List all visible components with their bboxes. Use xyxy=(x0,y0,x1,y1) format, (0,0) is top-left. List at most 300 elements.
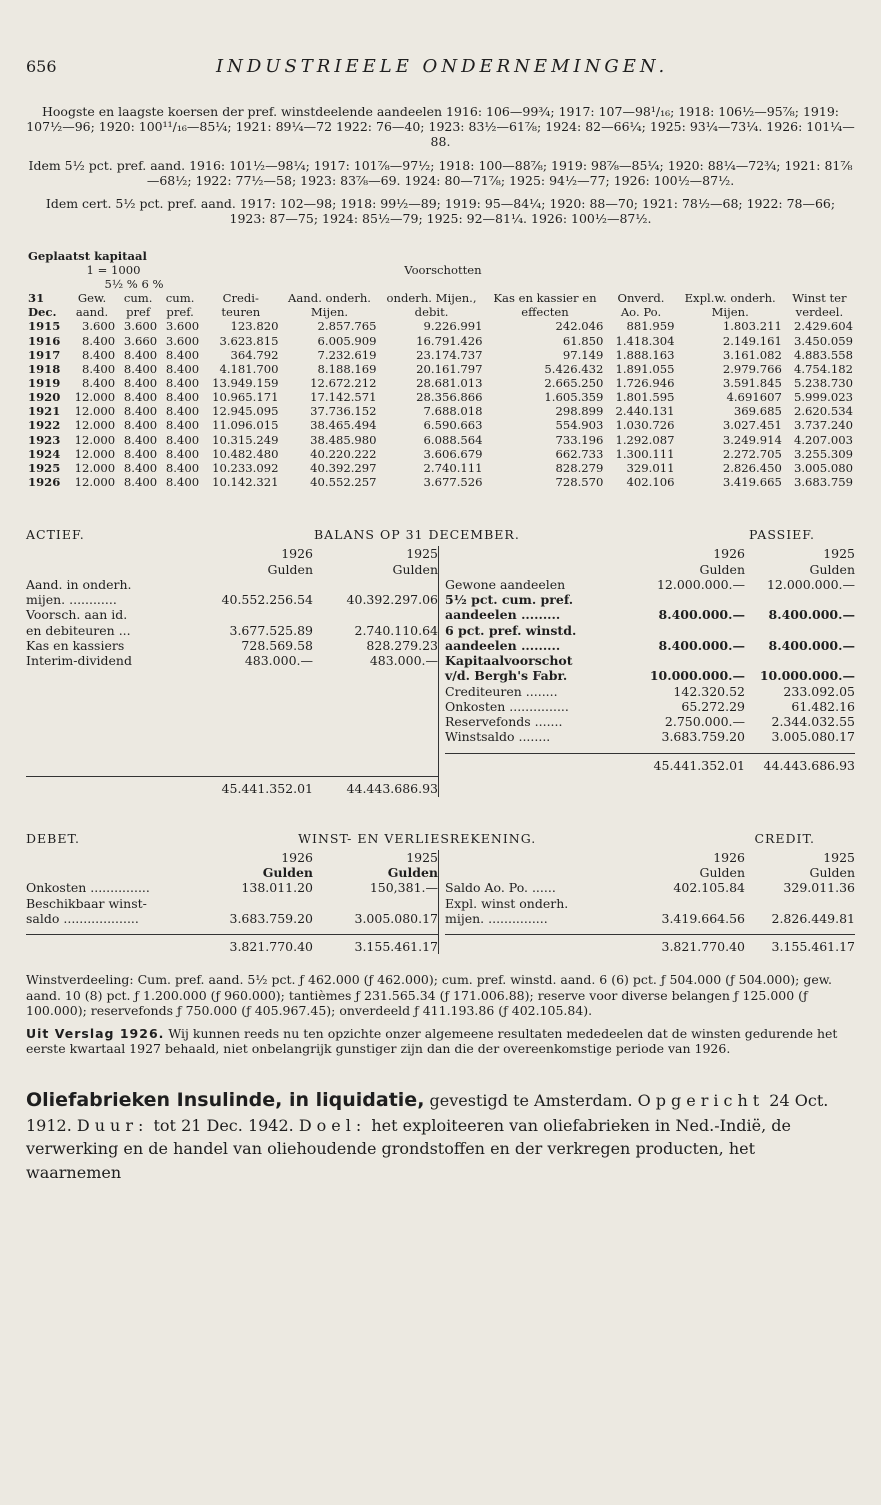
column-header: pref. xyxy=(166,305,194,320)
table-cell: 10.142.321 xyxy=(212,474,279,489)
table-cell: 8.400 xyxy=(123,474,158,489)
table-cell: 3.255.309 xyxy=(793,446,853,461)
table-cell: 242.046 xyxy=(555,319,604,334)
table-cell: 8.188.169 xyxy=(317,361,377,376)
table-cell: 662.733 xyxy=(555,446,604,461)
table-cell: 3.660 xyxy=(123,333,158,348)
row-year: 1925 xyxy=(28,460,61,475)
table-cell: 4.883.558 xyxy=(793,347,853,362)
table-cell: 329.011 xyxy=(626,460,675,475)
table-cell: 8.400 xyxy=(165,390,200,405)
column-header: Dec. xyxy=(28,305,57,320)
table-cell: 1.888.163 xyxy=(615,347,675,362)
price-paragraph: Idem 5½ pct. pref. aand. 1916: 101½—98¼; 1917: 101⅞—97½; 1918: 100—88⅞; 1919: 98⅞—85¼; 1920: 88¼—72¾; 1921: 81⅞—68½; 1922: 77½—58; 1923: 83⅞—69. 1924: 80—71⅞; 1925: 94½—77; 1926: 100½—87½. xyxy=(28,157,853,188)
table-cell: 3.249.914 xyxy=(722,432,782,447)
table-cell: 10.315.249 xyxy=(212,432,279,447)
table-cell: 1.605.359 xyxy=(544,390,604,405)
table-cell: 8.400 xyxy=(165,375,200,390)
list-item xyxy=(445,714,855,729)
list-item xyxy=(445,684,855,699)
table-cell: 2.272.705 xyxy=(722,446,782,461)
item-value: 8.400.000.— xyxy=(768,607,855,623)
column-header: Winst ter xyxy=(792,291,847,306)
list-item xyxy=(445,577,855,592)
list-item xyxy=(445,911,855,926)
table-cell: 8.400 xyxy=(123,432,158,447)
purpose-value: het exploiteeren van oliefabrieken in Ned.-Indië, de verwerking en de handel van oliehoudende grondstoffen en der verkregen producten, het waarnemen xyxy=(26,1116,791,1182)
page-number: 656 xyxy=(26,57,57,76)
item-value: 828.279.23 xyxy=(366,637,438,653)
table-cell: 3.600 xyxy=(165,319,200,334)
item-label: en debiteuren ... xyxy=(26,622,131,638)
unit-label: Gulden xyxy=(392,561,438,577)
row-year: 1916 xyxy=(28,333,61,348)
item-value: 2.750.000.— xyxy=(664,714,745,730)
item-value: 329.011.36 xyxy=(783,880,855,896)
table-cell: 37.736.152 xyxy=(310,404,377,419)
list-item xyxy=(445,668,855,683)
table-cell: 20.161.797 xyxy=(416,361,483,376)
column-header: Mijen. xyxy=(711,305,749,320)
table-cell: 2.440.131 xyxy=(615,404,675,419)
table-row xyxy=(26,461,855,475)
table-cell: 3.005.080 xyxy=(793,460,853,475)
item-value: 10.000.000.— xyxy=(649,668,745,684)
table-cell: 40.220.222 xyxy=(310,446,377,461)
table-cell: 6.088.564 xyxy=(423,432,483,447)
capital-table-body xyxy=(26,319,855,489)
table-cell: 828.279 xyxy=(555,460,604,475)
table-cell: 12.945.095 xyxy=(212,404,279,419)
duration-label: Duur: xyxy=(76,1116,149,1136)
table-cell: 1.300.111 xyxy=(615,446,675,461)
list-item xyxy=(26,653,438,668)
table-cell: 2.149.161 xyxy=(722,333,782,348)
table-cell: 881.959 xyxy=(626,319,675,334)
table-cell: 12.000 xyxy=(74,432,116,447)
total-value: 3.821.770.40 xyxy=(229,939,313,955)
column-header: effecten xyxy=(521,305,569,320)
year-label: 1925 xyxy=(823,546,855,562)
table-cell: 8.400 xyxy=(123,361,158,376)
item-value: 10.000.000.— xyxy=(759,668,855,684)
liabilities-heading: PASSIEF. xyxy=(749,527,815,543)
table-cell: 3.737.240 xyxy=(793,418,853,433)
table-cell: 8.400 xyxy=(165,446,200,461)
table-cell: 11.096.015 xyxy=(212,418,279,433)
table-cell: 7.232.619 xyxy=(317,347,377,362)
item-value: 12.000.000.— xyxy=(656,576,745,592)
list-item xyxy=(445,896,855,911)
report-label: Uit Verslag 1926. xyxy=(26,1026,165,1042)
row-year: 1917 xyxy=(28,347,61,362)
row-year: 1918 xyxy=(28,361,61,376)
table-cell: 4.181.700 xyxy=(219,361,279,376)
table-row xyxy=(26,418,855,432)
table-cell: 1.030.726 xyxy=(615,418,675,433)
item-value: 65.272.29 xyxy=(681,698,745,714)
unit-label: Gulden xyxy=(262,865,313,881)
table-cell: 8.400 xyxy=(123,418,158,433)
table-cell: 8.400 xyxy=(123,347,158,362)
column-header: Aand. onderh. xyxy=(288,291,371,306)
table-cell: 3.600 xyxy=(81,319,116,334)
table-cell: 2.620.534 xyxy=(793,404,853,419)
column-header-row xyxy=(26,305,855,319)
item-value: 3.005.080.17 xyxy=(354,910,438,926)
unit-label: Gulden xyxy=(699,865,745,881)
list-item xyxy=(26,911,438,926)
row-year: 1921 xyxy=(28,404,61,419)
list-item xyxy=(26,623,438,638)
year-label: 1926 xyxy=(281,546,313,562)
total-value: 44.443.686.93 xyxy=(763,757,855,773)
price-paragraph: Hoogste en laagste koersen der pref. winstdeelende aandeelen 1916: 106—99¾; 1917: 107—98¹/₁₆; 1918: 106½—95⅞; 1919: 107½—96; 1920: 100¹¹/₁₆—85¼; 1921: 89¼—72 1922: 76—40; 1923: 83½—61⅞; 1924: 82—66¼; 1925: 93¼—73¼. 1926: 101¼—88. xyxy=(26,103,855,150)
table-cell: 40.552.257 xyxy=(310,474,377,489)
table-cell: 2.665.250 xyxy=(544,375,604,390)
list-item xyxy=(445,592,855,607)
pl-title: WINST- EN VERLIESREKENING. xyxy=(298,830,537,846)
table-cell: 123.820 xyxy=(230,319,279,334)
list-item xyxy=(445,653,855,668)
unit-label: Gulden xyxy=(267,561,313,577)
list-item xyxy=(445,607,855,622)
table-cell: 3.623.815 xyxy=(219,333,279,348)
table-cell: 4.754.182 xyxy=(793,361,853,376)
table-cell: 10.482.480 xyxy=(212,446,279,461)
table-cell: 5.999.023 xyxy=(793,390,853,405)
item-value: 12.000.000.— xyxy=(766,576,855,592)
pl-heading xyxy=(26,831,855,846)
capital-table xyxy=(26,249,855,489)
table-cell: 8.400 xyxy=(123,375,158,390)
item-value: 138.011.20 xyxy=(241,880,313,896)
item-value: 61.482.16 xyxy=(791,698,855,714)
item-label: aandeelen ......... xyxy=(445,637,561,653)
liabilities-column xyxy=(439,546,855,796)
column-header: Gew. xyxy=(77,291,107,306)
total-value: 45.441.352.01 xyxy=(221,781,313,797)
column-header: Ao. Po. xyxy=(620,305,662,320)
company-name: Oliefabrieken Insulinde, in liquidatie, xyxy=(26,1088,425,1111)
item-label: Kapitaalvoorschot xyxy=(445,653,573,669)
item-label: Crediteuren ........ xyxy=(445,683,558,699)
item-label: Interim-dividend xyxy=(26,653,132,669)
list-item xyxy=(26,880,438,895)
column-header: cum. xyxy=(123,291,153,306)
table-cell: 12.000 xyxy=(74,418,116,433)
table-cell: 2.857.765 xyxy=(317,319,377,334)
table-cell: 3.677.526 xyxy=(423,474,483,489)
table-cell: 9.226.991 xyxy=(423,319,483,334)
column-header: Credi- xyxy=(222,291,259,306)
table-row xyxy=(26,348,855,362)
price-history xyxy=(26,104,855,227)
item-label: 6 pct. pref. winstd. xyxy=(445,622,577,638)
capital-table-head xyxy=(26,249,855,320)
table-cell: 8.400 xyxy=(81,333,116,348)
item-value: 483.000.— xyxy=(369,653,438,669)
table-cell: 3.600 xyxy=(123,319,158,334)
unit-label: Gulden xyxy=(809,865,855,881)
column-header: cum. xyxy=(165,291,195,306)
row-year: 1924 xyxy=(28,446,61,461)
list-item xyxy=(445,638,855,653)
company-entry xyxy=(26,1087,855,1184)
table-cell: 3.419.665 xyxy=(722,474,782,489)
item-value: 233.092.05 xyxy=(783,683,855,699)
table-cell: 38.485.980 xyxy=(310,432,377,447)
table-cell: 8.400 xyxy=(165,418,200,433)
table-cell: 3.606.679 xyxy=(423,446,483,461)
assets-list xyxy=(26,577,438,669)
column-header: aand. xyxy=(75,305,109,320)
duration-value: tot 21 Dec. 1942. xyxy=(153,1116,294,1136)
debit-column xyxy=(26,850,439,955)
balance-title: BALANS OP 31 DECEMBER. xyxy=(313,527,520,543)
item-value: 3.005.080.17 xyxy=(771,729,855,745)
table-cell: 298.899 xyxy=(555,404,604,419)
row-year: 1915 xyxy=(28,319,61,334)
column-header: debit. xyxy=(414,305,449,320)
total-value: 45.441.352.01 xyxy=(653,757,745,773)
list-item xyxy=(445,623,855,638)
table-cell: 97.149 xyxy=(562,347,604,362)
balance-heading xyxy=(26,527,855,542)
year-label: 1925 xyxy=(406,849,438,865)
table-cell: 12.672.212 xyxy=(310,375,377,390)
table-cell: 38.465.494 xyxy=(310,418,377,433)
table-row xyxy=(26,334,855,348)
unit-label: Gulden xyxy=(387,865,438,881)
item-value: 3.419.664.56 xyxy=(661,910,745,926)
table-row xyxy=(26,447,855,461)
column-header-row xyxy=(26,291,855,305)
table-cell: 8.400 xyxy=(165,432,200,447)
table-cell: 3.600 xyxy=(165,333,200,348)
column-header: pref xyxy=(126,305,151,320)
row-year: 1920 xyxy=(28,390,61,405)
purpose-label: Doel: xyxy=(298,1116,367,1136)
capital-table-section xyxy=(26,249,855,489)
table-cell: 2.979.766 xyxy=(722,361,782,376)
table-cell: 8.400 xyxy=(165,474,200,489)
year-label: 1926 xyxy=(713,849,745,865)
balance-sheet xyxy=(26,527,855,797)
item-value: 2.740.110.64 xyxy=(354,622,438,638)
item-value: 3.677.525.89 xyxy=(229,622,313,638)
page-header xyxy=(26,0,855,78)
year-label: 1926 xyxy=(281,849,313,865)
column-header: 31 xyxy=(28,291,45,306)
table-cell: 7.688.018 xyxy=(423,404,483,419)
table-cell: 3.027.451 xyxy=(722,418,782,433)
table-cell: 8.400 xyxy=(81,347,116,362)
table-cell: 364.792 xyxy=(230,347,279,362)
item-label: Saldo Ao. Po. ...... xyxy=(445,880,556,896)
credit-list xyxy=(445,880,855,926)
item-value: 2.344.032.55 xyxy=(771,714,855,730)
item-label: saldo ................... xyxy=(26,910,139,926)
table-cell: 2.429.604 xyxy=(793,319,853,334)
table-cell: 554.903 xyxy=(555,418,604,433)
table-cell: 1.726.946 xyxy=(615,375,675,390)
list-item xyxy=(26,577,438,592)
item-value: 483.000.— xyxy=(244,653,313,669)
table-cell: 61.850 xyxy=(562,333,604,348)
assets-heading: ACTIEF. xyxy=(26,527,85,543)
list-item xyxy=(445,880,855,895)
table-cell: 6.005.909 xyxy=(317,333,377,348)
column-header: onderh. Mijen., xyxy=(386,291,477,306)
item-label: aandeelen ......... xyxy=(445,607,561,623)
table-cell: 16.791.426 xyxy=(416,333,483,348)
table-row xyxy=(26,376,855,390)
list-item xyxy=(26,607,438,622)
item-label: Onkosten ............... xyxy=(445,698,569,714)
table-cell: 1.803.211 xyxy=(722,319,782,334)
item-value: 40.392.297.06 xyxy=(346,592,438,608)
item-label: mijen. ............ xyxy=(26,592,117,608)
column-header: Onverd. xyxy=(617,291,665,306)
row-year: 1919 xyxy=(28,375,61,390)
item-label: Expl. winst onderh. xyxy=(445,895,569,911)
table-cell: 5.238.730 xyxy=(793,375,853,390)
table-cell: 5.426.432 xyxy=(544,361,604,376)
row-year: 1922 xyxy=(28,418,61,433)
table-cell: 12.000 xyxy=(74,460,116,475)
table-cell: 8.400 xyxy=(165,361,200,376)
table-cell: 12.000 xyxy=(74,404,116,419)
unit-label: Gulden xyxy=(809,561,855,577)
item-value: 3.683.759.20 xyxy=(661,729,745,745)
table-row xyxy=(26,362,855,376)
table-row xyxy=(26,475,855,489)
table-cell: 28.356.866 xyxy=(416,390,483,405)
item-label: Onkosten ............... xyxy=(26,880,150,896)
table-row xyxy=(26,319,855,333)
total-value: 3.155.461.17 xyxy=(771,939,855,955)
table-cell: 3.450.059 xyxy=(793,333,853,348)
pct-header: 5½ % 6 % xyxy=(104,276,164,291)
table-row xyxy=(26,404,855,418)
table-cell: 8.400 xyxy=(123,460,158,475)
profit-distribution: Winstverdeeling: Cum. pref. aand. 5½ pct. ƒ 462.000 (ƒ 462.000); cum. pref. winstd. aand. 6 (6) pct. ƒ 504.000 (ƒ 504.000); gew. aand. 10 (8) pct. ƒ 1.200.000 (ƒ 960.000); tantièmes ƒ 231.565.34 (ƒ 171.006.88); reserve voor diverse belangen ƒ 125.000 (ƒ 100.000); reservefonds ƒ 750.000 (ƒ 405.967.45); onverdeeld ƒ 411.193.86 (ƒ 402.105.84). xyxy=(26,972,832,1018)
table-cell: 10.965.171 xyxy=(212,390,279,405)
list-item xyxy=(26,592,438,607)
table-cell: 8.400 xyxy=(123,390,158,405)
profit-distribution-section xyxy=(26,972,855,1056)
item-label: Reservefonds ....... xyxy=(445,714,563,730)
row-year: 1923 xyxy=(28,432,61,447)
capital-title: Geplaatst kapitaal xyxy=(28,248,147,263)
liabilities-list xyxy=(445,577,855,745)
item-label: v/d. Bergh's Fabr. xyxy=(445,668,568,684)
item-value: 2.826.449.81 xyxy=(771,910,855,926)
advances-header: Voorschotten xyxy=(404,262,482,277)
item-label: Kas en kassiers xyxy=(26,637,125,653)
item-value: 150,381.— xyxy=(369,880,438,896)
report-text: Wij kunnen reeds nu ten opzichte onzer algemeene resultaten mededeelen dat de winsten gedurende het eerste kwartaal 1927 behaald, niet onbelangrijk gunstiger zijn dan die der overeenkomstige periode van 1926. xyxy=(26,1026,838,1057)
table-cell: 3.683.759 xyxy=(793,474,853,489)
table-cell: 8.400 xyxy=(123,446,158,461)
table-cell: 8.400 xyxy=(165,460,200,475)
table-cell: 2.826.450 xyxy=(722,460,782,475)
company-seat: gevestigd te Amsterdam. xyxy=(429,1090,633,1110)
item-value: 40.552.256.54 xyxy=(221,592,313,608)
table-cell: 402.106 xyxy=(626,474,675,489)
table-cell: 733.196 xyxy=(555,432,604,447)
column-header: teuren xyxy=(221,305,261,320)
unit-label: Gulden xyxy=(699,561,745,577)
item-value: 728.569.58 xyxy=(241,637,313,653)
column-header: Mijen. xyxy=(310,305,349,320)
item-value: 8.400.000.— xyxy=(658,607,745,623)
table-cell: 10.233.092 xyxy=(212,460,279,475)
credit-column xyxy=(439,850,855,955)
item-label: Gewone aandeelen xyxy=(445,576,566,592)
table-cell: 12.000 xyxy=(74,474,116,489)
table-cell: 8.400 xyxy=(123,404,158,419)
column-header: Kas en kassier en xyxy=(493,291,597,306)
item-label: mijen. ............... xyxy=(445,910,548,926)
page-title: INDUSTRIEELE ONDERNEMINGEN. xyxy=(216,56,669,77)
table-cell: 3.591.845 xyxy=(722,375,782,390)
item-value: 402.105.84 xyxy=(673,880,745,896)
debit-heading: DEBET. xyxy=(26,830,80,846)
table-cell: 369.685 xyxy=(733,404,782,419)
table-cell: 1.418.304 xyxy=(615,333,675,348)
table-cell: 8.400 xyxy=(81,361,116,376)
table-cell: 8.400 xyxy=(165,347,200,362)
list-item xyxy=(26,638,438,653)
item-label: Beschikbaar winst- xyxy=(26,895,147,911)
list-item xyxy=(26,896,438,911)
table-cell: 4.691607 xyxy=(726,390,782,405)
table-row xyxy=(26,390,855,404)
item-value: 3.683.759.20 xyxy=(229,910,313,926)
column-header: Expl.w. onderh. xyxy=(684,291,776,306)
row-year: 1926 xyxy=(28,474,61,489)
table-cell: 1.292.087 xyxy=(615,432,675,447)
item-label: Winstsaldo ........ xyxy=(445,729,551,745)
debit-list xyxy=(26,880,438,926)
item-value: 142.320.52 xyxy=(673,683,745,699)
item-label: Voorsch. aan id. xyxy=(26,607,128,623)
table-cell: 17.142.571 xyxy=(310,390,377,405)
year-label: 1925 xyxy=(823,849,855,865)
report-excerpt xyxy=(26,1026,855,1057)
list-item xyxy=(445,729,855,744)
capital-unit: 1 = 1000 xyxy=(86,262,141,277)
item-label: Aand. in onderh. xyxy=(26,576,132,592)
table-cell: 13.949.159 xyxy=(212,375,279,390)
year-label: 1926 xyxy=(713,546,745,562)
table-cell: 3.161.082 xyxy=(722,347,782,362)
founded-value: 24 Oct. 1912. xyxy=(26,1090,829,1136)
total-value: 44.443.686.93 xyxy=(346,781,438,797)
table-cell: 28.681.013 xyxy=(416,375,483,390)
table-row xyxy=(26,433,855,447)
table-cell: 4.207.003 xyxy=(793,432,853,447)
table-cell: 12.000 xyxy=(74,390,116,405)
total-value: 3.155.461.17 xyxy=(354,939,438,955)
table-cell: 40.392.297 xyxy=(310,460,377,475)
founded-label: Opgericht xyxy=(637,1090,765,1110)
profit-loss-account xyxy=(26,831,855,955)
total-value: 3.821.770.40 xyxy=(661,939,745,955)
price-paragraph: Idem cert. 5½ pct. pref. aand. 1917: 102—98; 1918: 99½—89; 1919: 95—84¼; 1920: 88—70; 1921: 78½—68; 1922: 78—66; 1923: 87—75; 1924: 85½—79; 1925: 92—81¼. 1926: 100½—87½. xyxy=(45,196,836,227)
